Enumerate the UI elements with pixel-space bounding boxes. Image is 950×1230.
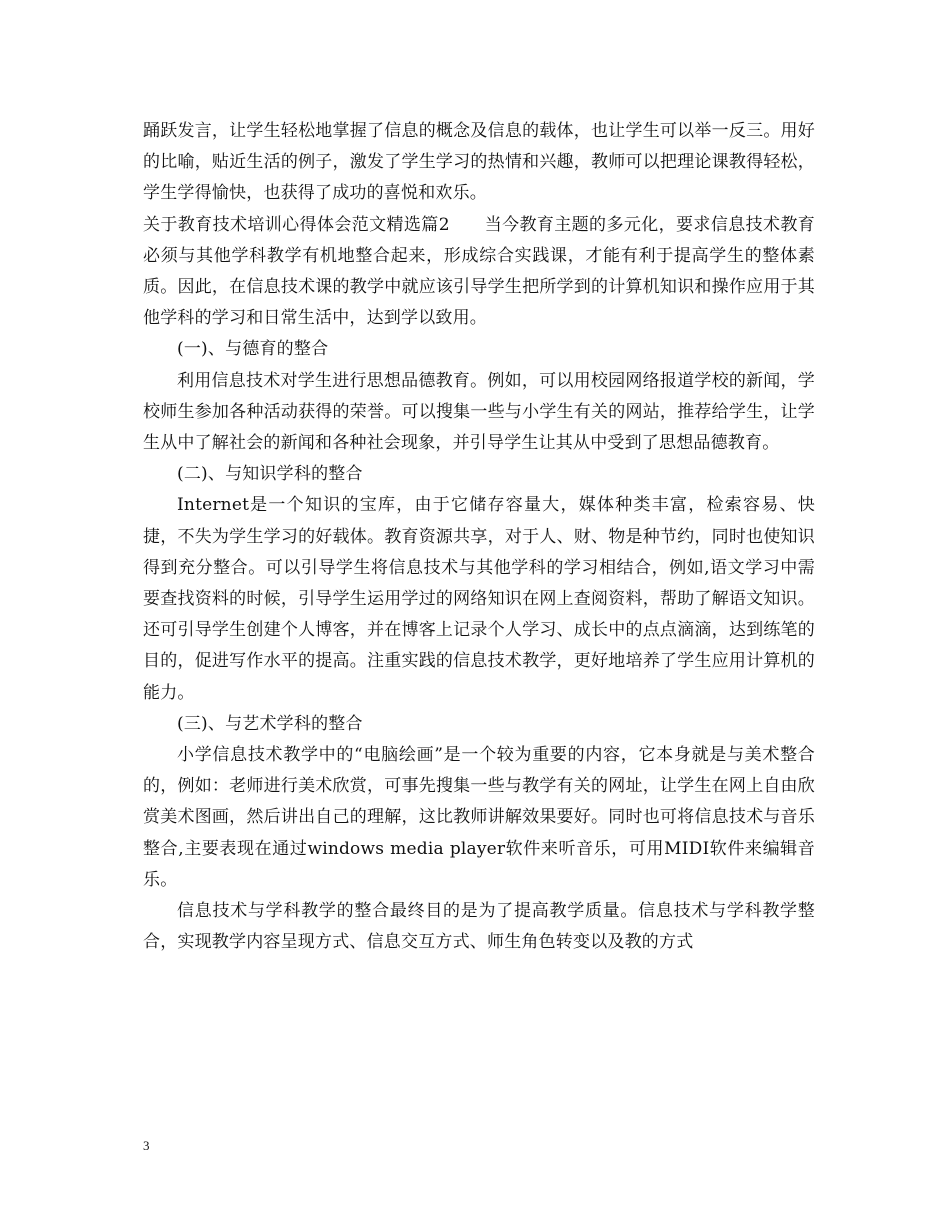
body-paragraph: 小学信息技术教学中的“电脑绘画”是一个较为重要的内容，它本身就是与美术整合的，例如：老师进行美术欣赏，可事先搜集一些与教学有关的网址，让学生在网上自由欣赏美术图画，然后讲出自己的理解，这比教师讲解效果要好。同时也可将信息技术与音乐整合,主要表现在通过windows media player软件来听音乐，可用MIDI软件来编辑音乐。 [143, 745, 815, 890]
page-body [143, 116, 815, 958]
body-paragraph: 信息技术与学科教学的整合最终目的是为了提高教学质量。信息技术与学科教学整合，实现教学内容呈现方式、信息交互方式、师生角色转变以及教的方式 [143, 901, 815, 953]
subheading-moral-education: (一)、与德育的整合 [177, 339, 329, 360]
section-heading-paragraph: 关于教育技术培训心得体会范文精选篇2 当今教育主题的多元化，要求信息技术教育必须与其他学科教学有机地整合起来，形成综合实践课，才能有利于提高学生的整体素质。因此，在信息技术课的教学中就应该引导学生把所学到的计算机知识和操作应用于其他学科的学习和日常生活中，达到学以致用。 [143, 214, 815, 329]
subheading-art-subjects: (三)、与艺术学科的整合 [177, 713, 363, 734]
body-paragraph: 利用信息技术对学生进行思想品德教育。例如，可以用校园网络报道学校的新闻，学校师生参加各种活动获得的荣誉。可以搜集一些与小学生有关的网站，推荐给学生，让学生从中了解社会的新闻和各种社会现象，并引导学生让其从中受到了思想品德教育。 [143, 370, 815, 454]
body-paragraph: Internet是一个知识的宝库，由于它储存容量大，媒体种类丰富，检索容易、快捷，不失为学生学习的好载体。教育资源共享，对于人、财、物是种节约，同时也使知识得到充分整合。可以引导学生将信息技术与其他学科的学习相结合，例如,语文学习中需要查找资料的时候，引导学生运用学过的网络知识在网上查阅资料，帮助了解语文知识。还可引导学生创建个人博客，并在博客上记录个人学习、成长中的点点滴滴，达到练笔的目的，促进写作水平的提高。注重实践的信息技术教学，更好地培养了学生应用计算机的能力。 [143, 495, 815, 703]
subheading-knowledge-subjects: (二)、与知识学科的整合 [177, 464, 363, 485]
body-paragraph: 踊跃发言，让学生轻松地掌握了信息的概念及信息的载体，也让学生可以举一反三。用好的比喻，贴近生活的例子，激发了学生学习的热情和兴趣，教师可以把理论课教得轻松，学生学得愉快，也获得了成功的喜悦和欢乐。 [143, 121, 815, 204]
page-number: 3 [143, 1138, 150, 1153]
